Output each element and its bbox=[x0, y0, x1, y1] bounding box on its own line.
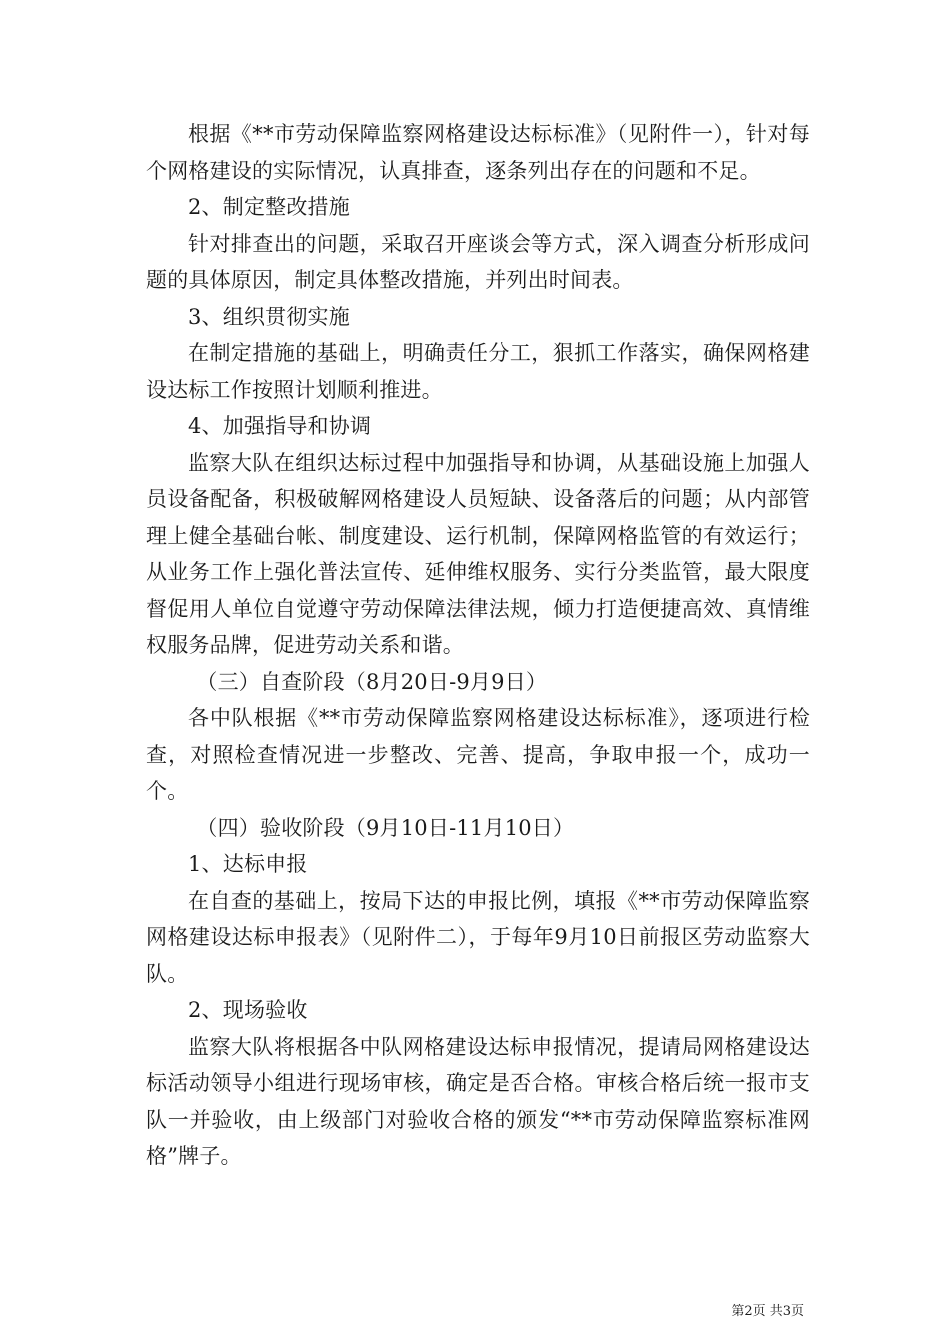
paragraph-5: 各中队根据《**市劳动保障监察网格建设达标标准》，逐项进行检查，对照检查情况进一步整改、完善、提高，争取申报一个，成功一个。 bbox=[146, 706, 810, 803]
document-body bbox=[146, 116, 810, 1175]
section-self-check: （三）自查阶段（8月20日-9月9日） bbox=[196, 669, 548, 694]
paragraph-7: 监察大队将根据各中队网格建设达标申报情况，提请局网格建设达标活动领导小组进行现场审核，确定是否合格。审核合格后统一报市支队一并验收，由上级部门对验收合格的颁发“**市劳动保障监察标准网格”牌子。 bbox=[146, 1034, 810, 1168]
paragraph-1: 根据《**市劳动保障监察网格建设达标标准》（见附件一），针对每个网格建设的实际情况，认真排查，逐条列出存在的问题和不足。 bbox=[146, 122, 810, 183]
page-number-footer: 第2页 共3页 bbox=[731, 1304, 804, 1319]
heading-onsite-acceptance: 2、现场验收 bbox=[188, 998, 308, 1022]
paragraph-3: 在制定措施的基础上，明确责任分工，狠抓工作落实，确保网格建设达标工作按照计划顺利推进。 bbox=[146, 341, 810, 402]
heading-make-rectification: 2、制定整改措施 bbox=[188, 195, 350, 219]
paragraph-6: 在自查的基础上，按局下达的申报比例，填报《**市劳动保障监察网格建设达标申报表》（见附件二），于每年9月10日前报区劳动监察大队。 bbox=[146, 888, 810, 986]
section-acceptance: （四）验收阶段（9月10日-11月10日） bbox=[196, 815, 575, 840]
paragraph-4: 监察大队在组织达标过程中加强指导和协调，从基础设施上加强人员设备配备，积极破解网格建设人员短缺、设备落后的问题；从内部管理上健全基础台帐、制度建设、运行机制，保障网格监管的有效运行；从业务工作上强化普法宣传、延伸维权服务、实行分类监管，最大限度督促用人单位自觉遵守劳动保障法律法规，倾力打造便捷高效、真情维权服务品牌，促进劳动关系和谐。 bbox=[146, 450, 810, 657]
paragraph-2: 针对排查出的问题，采取召开座谈会等方式，深入调查分析形成问题的具体原因，制定具体整改措施，并列出时间表。 bbox=[146, 231, 810, 292]
heading-strengthen-guidance: 4、加强指导和协调 bbox=[188, 414, 372, 438]
heading-standard-application: 1、达标申报 bbox=[188, 852, 308, 876]
heading-organize-implement: 3、组织贯彻实施 bbox=[188, 304, 350, 329]
